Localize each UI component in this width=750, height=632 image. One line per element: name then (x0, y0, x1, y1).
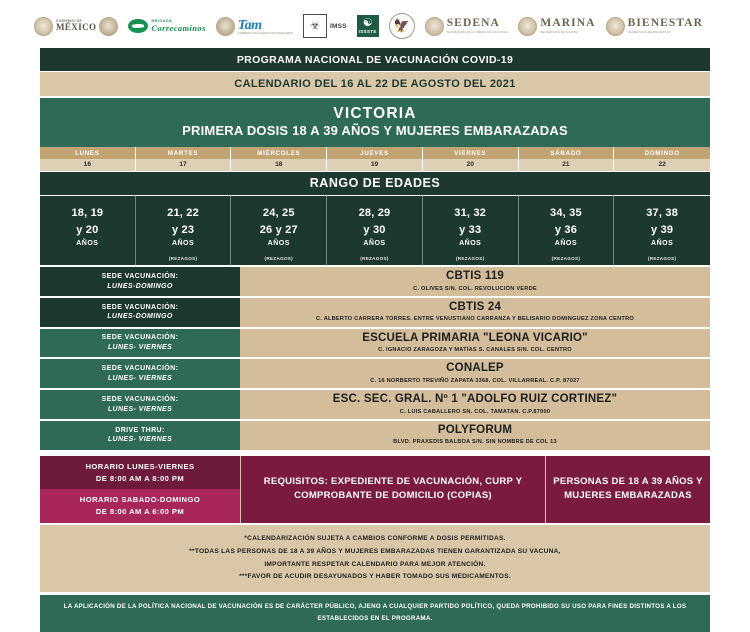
notes-block (40, 525, 710, 592)
sedena-seal-icon (425, 17, 444, 36)
day-name-viernes: VIERNES (423, 147, 519, 159)
hours-weekday-label: HORARIO LUNES-VIERNES (85, 461, 195, 471)
logo-imss (303, 9, 347, 43)
venue-days: LUNES-DOMINGO (107, 282, 173, 290)
age-range-band: RANGO DE EDADES (40, 171, 710, 195)
venue-label: SEDE VACUNACIÓN: (101, 272, 179, 280)
venue-days: LUNES- VIERNES (107, 344, 173, 352)
age-cell-note: (REZAGOS) (360, 256, 389, 262)
age-cell-unit: AÑOS (171, 240, 195, 248)
logo-bienestar-tiny: SECRETARÍA DE BIENESTAR (627, 29, 671, 34)
venue-row-conalep (40, 357, 710, 388)
logo-brigada-big: Correcaminos (151, 22, 206, 33)
logo-marina-tiny: SECRETARÍA DE MARINA (540, 29, 579, 34)
venue-detail-cell (240, 267, 710, 296)
venue-label: SEDE VACUNACIÓN: (101, 395, 179, 403)
age-cell-domingo (614, 195, 710, 265)
logo-tamaulipas-sub: GOBIERNO DEL ESTADO DE TAMAULIPAS (237, 31, 293, 35)
day-name-domingo: DOMINGO (614, 147, 710, 159)
venue-label-cell (40, 329, 240, 358)
logo-issste (357, 9, 379, 43)
day-name-jueves: JUEVES (327, 147, 423, 159)
venue-name: CBTIS 119 (445, 270, 505, 283)
requirements-cell: REQUISITOS: EXPEDIENTE DE VACUNACIÓN, CURP Y COMPROBANTE DE DOMICILIO (COPIAS) (240, 456, 545, 523)
age-cell-line2: y 23 (171, 223, 195, 236)
age-cell-unit: AÑOS (459, 240, 482, 248)
imss-emblem-icon: ☣ (303, 14, 327, 38)
age-cell-line1: 18, 19 (71, 207, 104, 220)
mexican-seal-icon-2 (99, 17, 118, 36)
venue-detail-cell (240, 329, 710, 358)
logo-bienestar-text: BIENESTAR (627, 17, 704, 30)
age-cell-martes (136, 195, 232, 265)
age-cell-line1: 24, 25 (262, 207, 295, 220)
note-line-2: **TODAS LAS PERSONAS DE 18 A 39 AÑOS Y MUJERES EMBARAZADAS TIENEN GARANTIZADA SU VACUNA, (189, 547, 561, 555)
venue-days: LUNES- VIERNES (107, 374, 173, 382)
venue-address: C. ALBERTO CARRERA TORRES. ENTRE VENUSTIANO CARRANZA Y BELISARIO DOMINGUEZ ZONA CENTRO (316, 316, 634, 323)
venue-label-cell (40, 421, 240, 450)
day-number-22: 22 (614, 159, 710, 171)
age-cell-miercoles (231, 195, 327, 265)
venue-row-polyforum (40, 419, 710, 450)
age-cell-line2: y 33 (459, 223, 482, 236)
hours-weekend-label: HORARIO SABADO-DOMINGO (79, 495, 201, 505)
hours-weekend-time: DE 8:00 AM A 6:00 PM (95, 507, 185, 517)
age-cell-note: (REZAGOS) (551, 256, 581, 262)
roadrunner-icon (128, 19, 148, 33)
venue-label-cell (40, 298, 240, 327)
venue-address: C. LUIS CABALLERO SN. COL. TAMATAN. C.P.87000 (399, 408, 551, 415)
eagle-emblem-icon: 🦅 (389, 13, 415, 39)
legal-text: LA APLICACIÓN DE LA POLÍTICA NACIONAL DE VACUNACIÓN ES DE CARÁCTER PÚBLICO, AJENO A CUALQUIER PARTIDO POLÍTICO, QUEDA PROHIBIDO SU USO PARA FINES DISTINTOS A LOS ESTABLECIDOS EN EL PROGRAMA. (63, 603, 687, 622)
venue-name: ESC. SEC. GRAL. Nº 1 "ADOLFO RUIZ CORTINEZ" (332, 393, 618, 406)
day-name-row (40, 147, 710, 159)
note-line-1: *CALENDARIZACIÓN SUJETA A CAMBIOS CONFORME A DOSIS PERMITIDAS. (244, 534, 506, 542)
venue-address: C. IGNACIO ZARAGOZA Y MATÍAS S. CANALES S/N. COL. CENTRO (378, 347, 572, 354)
day-name-miercoles: MIÉRCOLES (231, 147, 327, 159)
age-cell-note: (REZAGOS) (168, 256, 198, 262)
venue-address: BLVD. PRAXEDIS BALBOA S/N. SIN NOMBRE DE COL 13 (393, 439, 557, 446)
logo-marina (518, 9, 595, 43)
calendar-date-band: CALENDARIO DEL 16 AL 22 DE AGOSTO DEL 2021 (40, 71, 710, 96)
logo-issste-label: ISSSTE (358, 29, 377, 34)
note-line-3: IMPORTANTE RESPETAR CALENDARIO PARA MEJOR ATENCIÓN. (264, 560, 486, 568)
city-name: VICTORIA (333, 105, 417, 122)
age-cell-jueves (327, 195, 423, 265)
age-cell-unit: AÑOS (363, 240, 386, 248)
age-cell-line1: 34, 35 (550, 207, 582, 220)
day-number-19: 19 (327, 159, 423, 171)
hours-weekday (40, 456, 240, 490)
issste-emblem-icon: ☯ ISSSTE (357, 15, 379, 37)
logo-tamaulipas-big: Tam (237, 17, 262, 33)
day-name-martes: MARTES (136, 147, 232, 159)
logo-marina-text: MARINA (540, 17, 596, 30)
mexican-seal-icon (34, 17, 53, 36)
audience-cell: PERSONAS DE 18 A 39 AÑOS Y MUJERES EMBARAZADAS (545, 456, 710, 523)
logo-gobierno-mexico (34, 9, 118, 43)
age-cell-line2: y 30 (363, 223, 386, 236)
age-cell-line1: 31, 32 (454, 207, 487, 220)
tamaulipas-seal-icon (216, 17, 235, 36)
age-cell-line2: 26 y 27 (259, 223, 298, 236)
day-number-16: 16 (40, 159, 136, 171)
venue-address: C. 16 NORBERTO TREVIÑO ZAPATA 3368. COL. VILLARREAL. C.P. 87027 (370, 377, 580, 384)
venue-name: CONALEP (446, 362, 504, 375)
age-cell-line2: y 39 (651, 223, 674, 236)
age-cell-line1: 37, 38 (646, 207, 679, 220)
age-cell-unit: AÑOS (76, 240, 99, 248)
age-cell-viernes (423, 195, 519, 265)
venue-name: ESCUELA PRIMARIA "LEONA VICARIO" (362, 331, 588, 344)
hours-weekend (40, 489, 240, 523)
logo-sedena-label (447, 18, 509, 33)
age-cell-note: (REZAGOS) (455, 256, 485, 262)
logo-brigada-correcaminos (128, 9, 205, 43)
marina-seal-icon (518, 17, 537, 36)
logo-bar (0, 0, 750, 48)
venue-row-cbtis-24 (40, 296, 710, 327)
age-cell-note: (REZAGOS) (264, 256, 294, 262)
venue-label-cell (40, 390, 240, 419)
logo-brigada-small: BRIGADA (151, 18, 173, 23)
day-number-21: 21 (519, 159, 615, 171)
venue-label: DRIVE THRU: (115, 426, 165, 434)
venue-row-leona-vicario (40, 327, 710, 358)
logo-sedena-tiny: SECRETARÍA DE LA DEFENSA NACIONAL (446, 29, 509, 34)
venue-label: SEDE VACUNACIÓN: (101, 334, 179, 342)
logo-sedena-text: SEDENA (446, 17, 500, 30)
age-cell-unit: AÑOS (267, 240, 290, 248)
venue-detail-cell (240, 421, 710, 450)
day-number-20: 20 (423, 159, 519, 171)
age-range-row (40, 195, 710, 265)
logo-sedena-eagle (389, 9, 415, 43)
hours-column (40, 456, 240, 523)
venue-detail-cell (240, 390, 710, 419)
logo-gobierno-mexico-big: MÉXICO (56, 22, 97, 33)
venue-label-cell (40, 267, 240, 296)
venue-days: LUNES-DOMINGO (107, 313, 173, 321)
city-title-band (40, 96, 710, 147)
day-number-18: 18 (231, 159, 327, 171)
logo-bienestar-label (628, 18, 704, 33)
bienestar-seal-icon (606, 17, 625, 36)
age-cell-sabado (519, 195, 615, 265)
venue-days: LUNES- VIERNES (107, 405, 173, 413)
day-name-lunes: LUNES (40, 147, 136, 159)
venue-label: SEDE VACUNACIÓN: (101, 303, 179, 311)
legal-disclaimer-block (40, 595, 710, 632)
age-cell-lunes (40, 195, 136, 265)
venue-name: POLYFORUM (437, 423, 513, 436)
hours-weekday-time: DE 8:00 AM A 8:00 PM (95, 473, 185, 483)
age-cell-note: (REZAGOS) (647, 256, 677, 262)
logo-marina-label (540, 18, 595, 33)
schedule-requirements-block (40, 454, 710, 523)
logo-sedena (425, 9, 509, 43)
note-line-4: ***FAVOR DE ACUDIR DESAYUNADOS Y HABER TOMADO SUS MEDICAMENTOS. (239, 573, 511, 581)
venue-detail-cell (240, 359, 710, 388)
age-cell-line1: 28, 29 (358, 207, 391, 220)
venue-days: LUNES- VIERNES (107, 436, 173, 444)
venue-label: SEDE VACUNACIÓN: (101, 365, 179, 373)
dose-description: PRIMERA DOSIS 18 A 39 AÑOS Y MUJERES EMBARAZADAS (182, 123, 568, 139)
logo-bienestar (606, 9, 704, 43)
venue-address: C. OLIVES S/N. COL. REVOLUCIÓN VERDE (413, 285, 537, 292)
venue-name: CBTIS 24 (448, 300, 502, 313)
age-cell-unit: AÑOS (554, 240, 578, 248)
age-cell-line1: 21, 22 (167, 207, 199, 220)
age-cell-line2: y 20 (76, 223, 99, 236)
age-cell-line2: y 36 (554, 223, 578, 236)
program-title-band: PROGRAMA NACIONAL DE VACUNACIÓN COVID-19 (40, 48, 710, 71)
day-number-17: 17 (136, 159, 232, 171)
logo-tamaulipas (216, 9, 293, 43)
logo-imss-label: IMSS (329, 22, 347, 30)
day-number-row (40, 159, 710, 171)
venue-row-adolfo-ruiz-cortinez (40, 388, 710, 419)
venue-label-cell (40, 359, 240, 388)
venue-detail-cell (240, 298, 710, 327)
logo-gobierno-mexico-small: GOBIERNO DE (56, 18, 82, 23)
age-cell-unit: AÑOS (651, 240, 674, 248)
venue-row-cbtis-119 (40, 265, 710, 296)
venue-list (40, 265, 710, 450)
day-name-sabado: SÁBADO (519, 147, 615, 159)
